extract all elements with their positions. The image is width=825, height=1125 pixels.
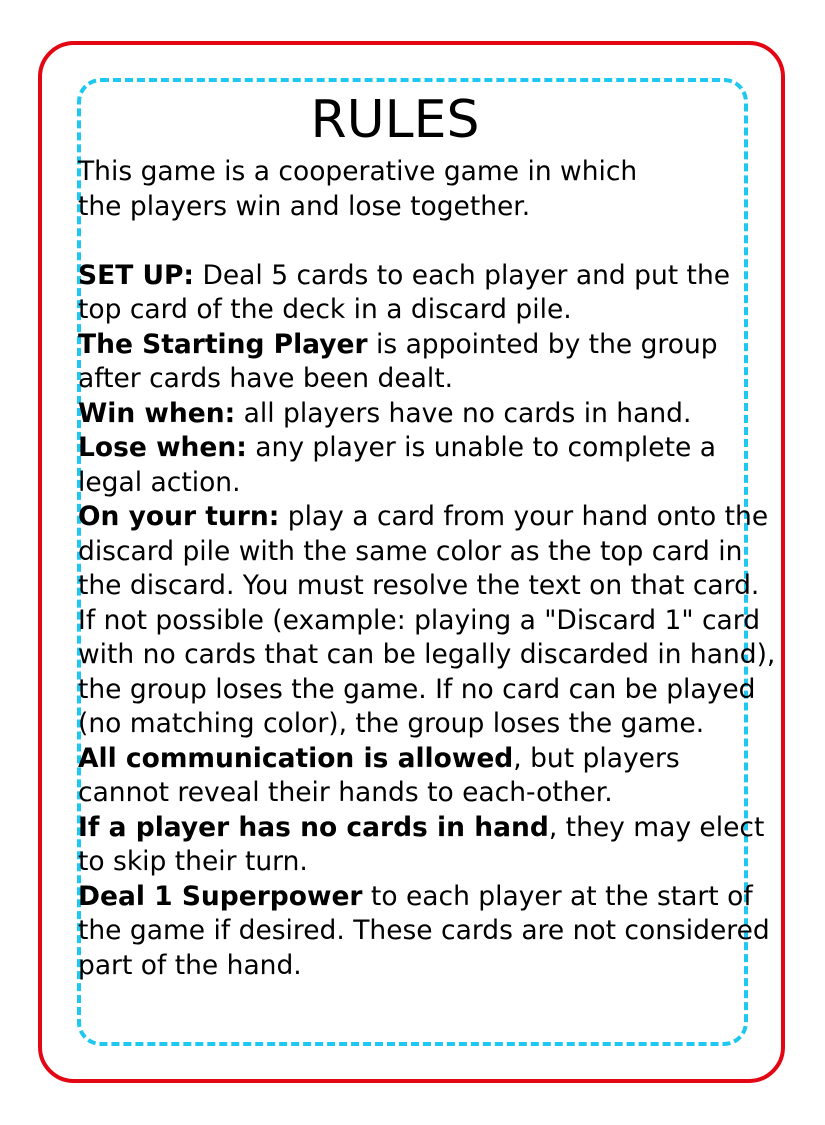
intro-line-2: the players win and lose together. bbox=[78, 190, 531, 222]
rule-win-when-text: all players have no cards in hand. bbox=[235, 397, 692, 429]
rule-communication-heading: All communication is allowed bbox=[78, 742, 514, 774]
rule-lose-when-text: any player is unable to complete a legal action. bbox=[78, 432, 716, 498]
paragraph-gap bbox=[78, 224, 778, 259]
rule-on-your-turn-text: play a card from your hand onto the discard pile with the same color as the top card in the discard. You must resolve the text on that card. If not possible (example: playing a "Discard 1" card with no cards that can be legally discarded in hand), the group loses the game. If no card can be played (no matching color), the group loses the game. bbox=[78, 501, 776, 739]
intro-line-1: This game is a cooperative game in which bbox=[78, 156, 638, 187]
rule-no-cards-in-hand-heading: If a player has no cards in hand bbox=[78, 811, 549, 843]
rule-starting-player bbox=[78, 328, 778, 397]
rule-no-cards-in-hand-text: , they may elect to skip their turn. bbox=[78, 811, 765, 877]
rule-setup-heading: SET UP: bbox=[78, 259, 195, 291]
rule-lose-when-heading: Lose when: bbox=[78, 432, 247, 463]
rules-title: RULES bbox=[310, 90, 480, 150]
rule-superpower bbox=[78, 880, 778, 984]
rules-body bbox=[78, 155, 778, 983]
rule-on-your-turn-heading: On your turn: bbox=[78, 501, 280, 532]
rule-no-cards-in-hand bbox=[78, 811, 778, 880]
rule-communication-text: , but players cannot reveal their hands to each-other. bbox=[78, 742, 680, 808]
rule-win-when bbox=[78, 397, 778, 432]
rule-lose-when bbox=[78, 431, 778, 500]
rule-communication bbox=[78, 742, 778, 811]
rule-starting-player-text: is appointed by the group after cards have been dealt. bbox=[78, 328, 718, 394]
rule-superpower-heading: Deal 1 Superpower bbox=[78, 880, 363, 912]
rule-superpower-text: to each player at the start of the game if desired. These cards are not considered part of the hand. bbox=[78, 880, 770, 981]
rule-setup-text: Deal 5 cards to each player and put the top card of the deck in a discard pile. bbox=[78, 259, 731, 325]
rule-on-your-turn bbox=[78, 500, 778, 742]
rule-setup bbox=[78, 259, 778, 328]
rule-starting-player-heading: The Starting Player bbox=[78, 328, 368, 360]
rule-win-when-heading: Win when: bbox=[78, 397, 236, 429]
